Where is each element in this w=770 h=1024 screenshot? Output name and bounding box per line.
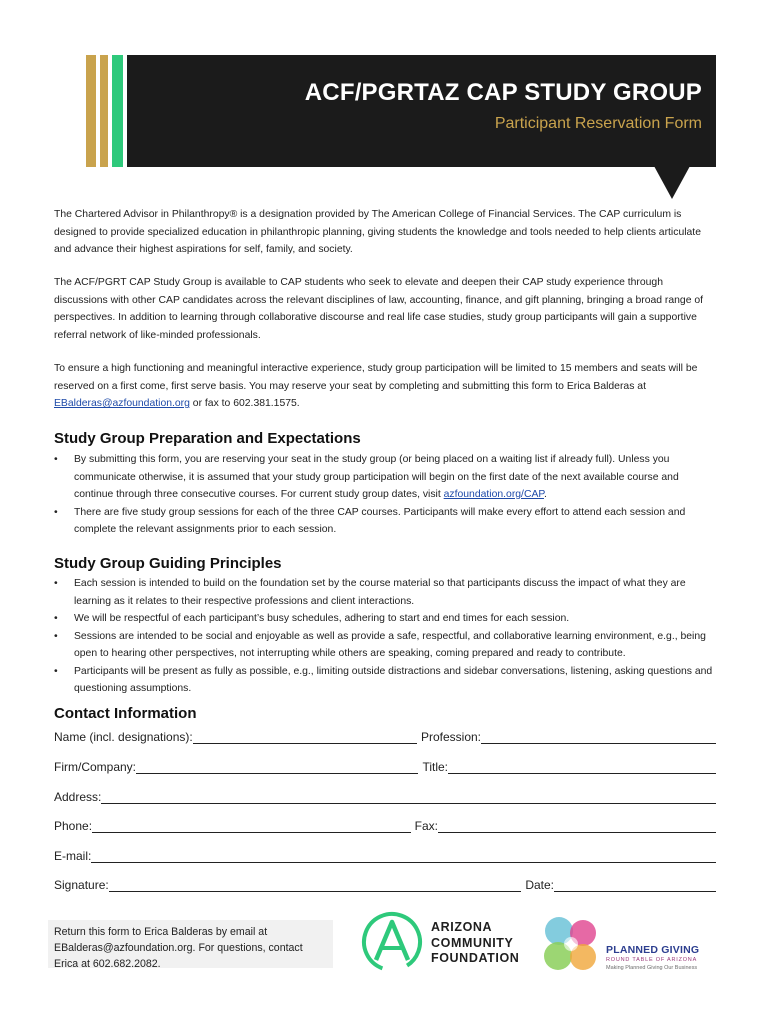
phone-field[interactable] [92, 820, 411, 833]
preparation-bullet-1 [54, 451, 716, 504]
header-stripe-green [112, 55, 123, 167]
name-label: Name (incl. designations): [54, 730, 193, 744]
document-subtitle: Participant Reservation Form [494, 115, 702, 132]
title-label: Title: [422, 760, 448, 774]
acf-wordmark [431, 920, 519, 967]
intro-paragraph-2: The ACF/PGRT CAP Study Group is available to CAP students who seek to elevate and deepen their CAP study experience through discussions with other CAP candidates across the relevant disciplines of law, accounting, finance, and gift planning, bringing a broad range of perspectives. In addition to learning through collaborative discourse and real life case studies, study group participants will gain a supportive referral network of like-minded professionals. [54, 277, 704, 341]
phone-label: Phone: [54, 819, 93, 833]
acf-wordmark-line: COMMUNITY [431, 935, 514, 950]
fax-label: Fax: [414, 819, 438, 833]
email-link[interactable]: EBalderas@azfoundation.org [54, 398, 190, 409]
address-row [54, 786, 716, 804]
planned-giving-name: PLANNED GIVING [606, 944, 700, 956]
header-pointer [654, 166, 690, 199]
signature-field[interactable] [109, 879, 522, 892]
preparation-list [54, 451, 716, 539]
email-field[interactable] [91, 850, 716, 863]
intro-paragraph-3-tail: or fax to 602.381.1575. [189, 398, 300, 409]
intro-paragraph-3 [54, 360, 716, 413]
header-stripe-gold-2 [100, 55, 108, 167]
preparation-bullet-1-tail: . [543, 489, 547, 500]
profession-field[interactable] [481, 731, 716, 744]
principle-item: • Each session is intended to build on the foundation set by the course material so that participants discuss the impact of what they are learning as it relates to their respective professions and client interactions. [54, 575, 716, 610]
planned-giving-subtitle: ROUND TABLE OF ARIZONA [606, 957, 698, 963]
return-instructions: Return this form to Erica Balderas by email at EBalderas@azfoundation.org. For questions, contact Erica at 602.682.2082. [48, 920, 333, 968]
principles-list [54, 575, 716, 698]
firm-title-row [54, 756, 716, 774]
preparation-bullet-2: • There are five study group sessions for each of the three CAP courses. Participants will make every effort to attend each session and complete the relevant assignments prior to each session. [54, 504, 716, 539]
signature-date-row [54, 874, 716, 892]
acf-wordmark-line: ARIZONA [431, 920, 493, 934]
document-title: ACF/PGRTAZ CAP STUDY GROUP [304, 79, 702, 106]
signature-label: Signature: [54, 878, 109, 892]
principle-item: • We will be respectful of each participant’s busy schedules, adhering to start and end times for each session. [54, 610, 716, 628]
preparation-bullet-1-text: By submitting this form, you are reserving your seat in the study group (or being placed on a waiting list if already full). Unless you communicate otherwise, it is assumed that your study group participation will begin on the first date of the next available course and continue through three consecutive courses. For current study group dates, visit [74, 454, 679, 500]
header-stripe-gold-1 [86, 55, 96, 167]
header-band [127, 55, 716, 167]
title-field[interactable] [448, 761, 716, 774]
date-label: Date: [525, 878, 554, 892]
planned-giving-logo-icon [541, 913, 603, 975]
intro-paragraph-1: The Chartered Advisor in Philanthropy® is a designation provided by The American College of Financial Services. The CAP curriculum is designed to provide specialized education in philanthropic planning, giving students the knowledge and tools needed to help clients articulate and advance their highest aspirations for self, family, and society. [54, 209, 701, 255]
name-field[interactable] [193, 731, 417, 744]
firm-label: Firm/Company: [54, 760, 137, 774]
phone-fax-row [54, 815, 716, 833]
email-row [54, 845, 716, 863]
address-field[interactable] [101, 791, 716, 804]
name-profession-row [54, 726, 716, 744]
date-field[interactable] [554, 879, 716, 892]
profession-label: Profession: [420, 730, 481, 744]
contact-heading: Contact Information [54, 705, 197, 722]
cap-link[interactable]: azfoundation.org/CAP [443, 489, 544, 500]
principles-heading: Study Group Guiding Principles [54, 555, 282, 572]
intro-paragraph-3-text: To ensure a high functioning and meaningful interactive experience, study group participation will be limited to 15 members and seats will be reserved on a first come, first serve basis. You may reserve your seat by completing and submitting this form to Erica Balderas at [54, 363, 698, 392]
email-label: E-mail: [54, 849, 92, 863]
principle-item: • Sessions are intended to be social and enjoyable as well as provide a safe, respectful, and collaborative learning environment, e.g., being open to hearing other perspectives, not interrupting while others are speaking, coming prepared and ready to contribute. [54, 628, 716, 663]
acf-wordmark-line: FOUNDATION [431, 951, 520, 965]
address-label: Address: [54, 790, 102, 804]
preparation-heading: Study Group Preparation and Expectations [54, 430, 361, 447]
firm-field[interactable] [136, 761, 418, 774]
acf-logo-icon [360, 910, 424, 974]
planned-giving-tagline: Making Planned Giving Our Business [606, 965, 698, 971]
principle-item: • Participants will be present as fully as possible, e.g., limiting outside distractions and sidebar conversations, listening, asking questions and questioning assumptions. [54, 663, 716, 698]
fax-field[interactable] [438, 820, 716, 833]
